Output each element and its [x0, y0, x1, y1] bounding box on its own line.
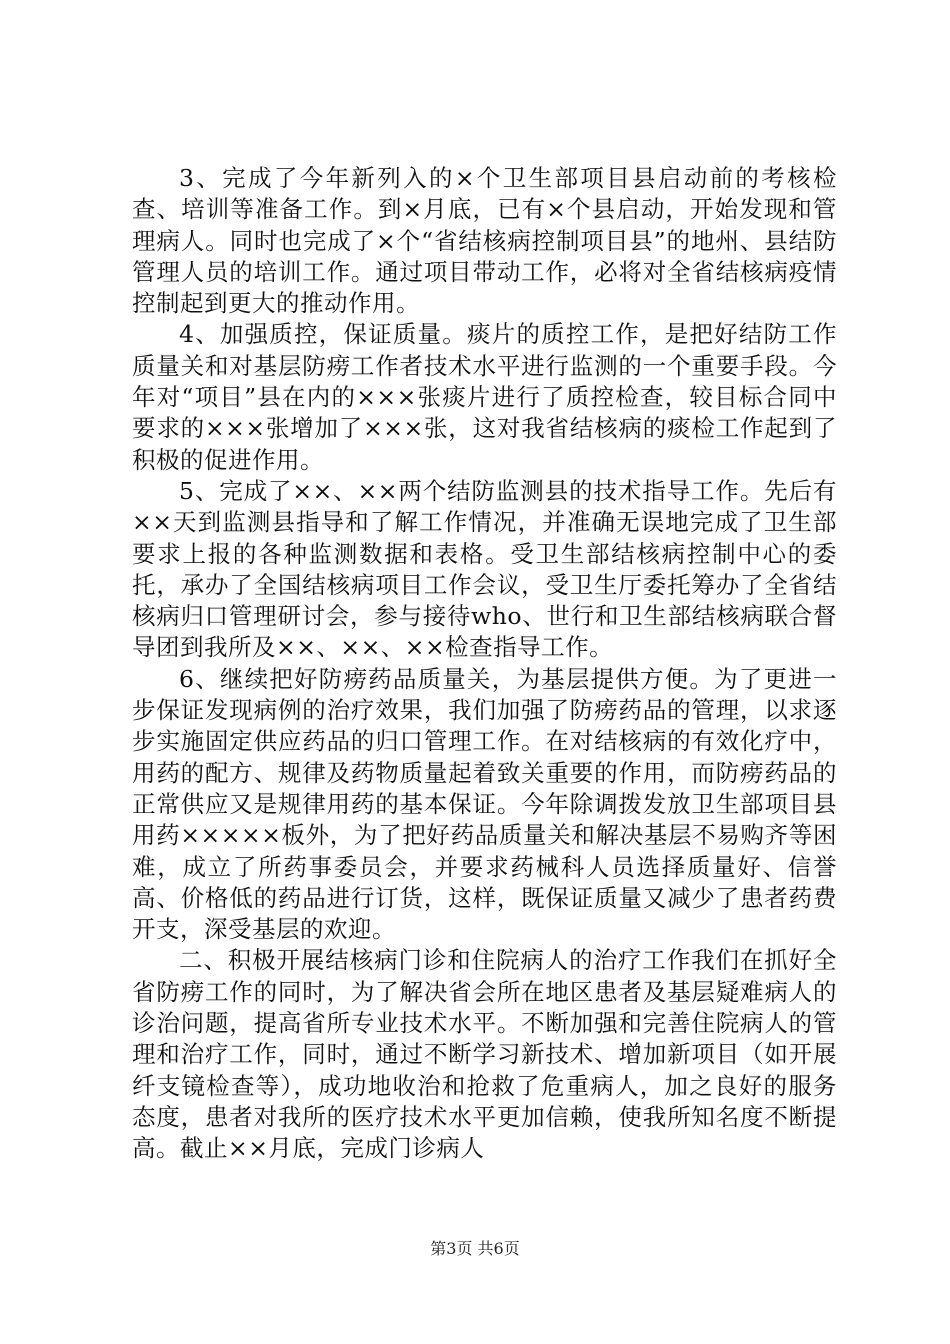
- paragraph-item-6: 6、继续把好防痨药品质量关，为基层提供方便。为了更进一步保证发现病例的治疗效果，我们加强了防痨药品的管理，以求逐步实施固定供应药品的归口管理工作。在对结核病的有效化疗中，用药的配方、规律及药物质量起着致关重要的作用，而防痨药品的正常供应又是规律用药的基本保证。今年除调拨发放卫生部项目县用药×××××板外，为了把好药品质量关和解决基层不易购齐等困难，成立了所药事委员会，并要求药械科人员选择质量好、信誉高、价格低的药品进行订货，这样，既保证质量又减少了患者药费开支，深受基层的欢迎。: [132, 664, 837, 944]
- page-footer: 第3页 共6页: [430, 1239, 520, 1258]
- paragraph-item-3: 3、完成了今年新列入的×个卫生部项目县启动前的考核检查、培训等准备工作。到×月底，已有×个县启动，开始发现和管理病人。同时也完成了×个“省结核病控制项目县”的地州、县结防管理人员的培训工作。通过项目带动工作，必将对全省结核病疫情控制起到更大的推动作用。: [132, 164, 837, 318]
- document-body: [132, 163, 837, 1165]
- paragraph-item-5: 5、完成了××、××两个结防监测县的技术指导工作。先后有××天到监测县指导和了解工作情况，并准确无误地完成了卫生部要求上报的各种监测数据和表格。受卫生部结核病控制中心的委托，承办了全国结核病项目工作会议，受卫生厅委托筹办了全省结核病归口管理研讨会，参与接待who、世行和卫生部结核病联合督导团到我所及××、××、××检查指导工作。: [132, 476, 837, 662]
- paragraph-item-4: 4、加强质控，保证质量。痰片的质控工作，是把好结防工作质量关和对基层防痨工作者技术水平进行监测的一个重要手段。今年对“项目”县在内的×××张痰片进行了质控检查，较目标合同中要求的×××张增加了×××张，这对我省结核病的痰检工作起到了积极的促进作用。: [132, 320, 837, 474]
- paragraph-section-2: 二、积极开展结核病门诊和住院病人的治疗工作我们在抓好全省防痨工作的同时，为了解决省会所在地区患者及基层疑难病人的诊治问题，提高省所专业技术水平。不断加强和完善住院病人的管理和治疗工作，同时，通过不断学习新技术、增加新项目（如开展纤支镜检查等），成功地收治和抢救了危重病人，加之良好的服务态度，患者对我所的医疗技术水平更加信赖，使我所知名度不断提高。截止××月底，完成门诊病人: [132, 946, 837, 1163]
